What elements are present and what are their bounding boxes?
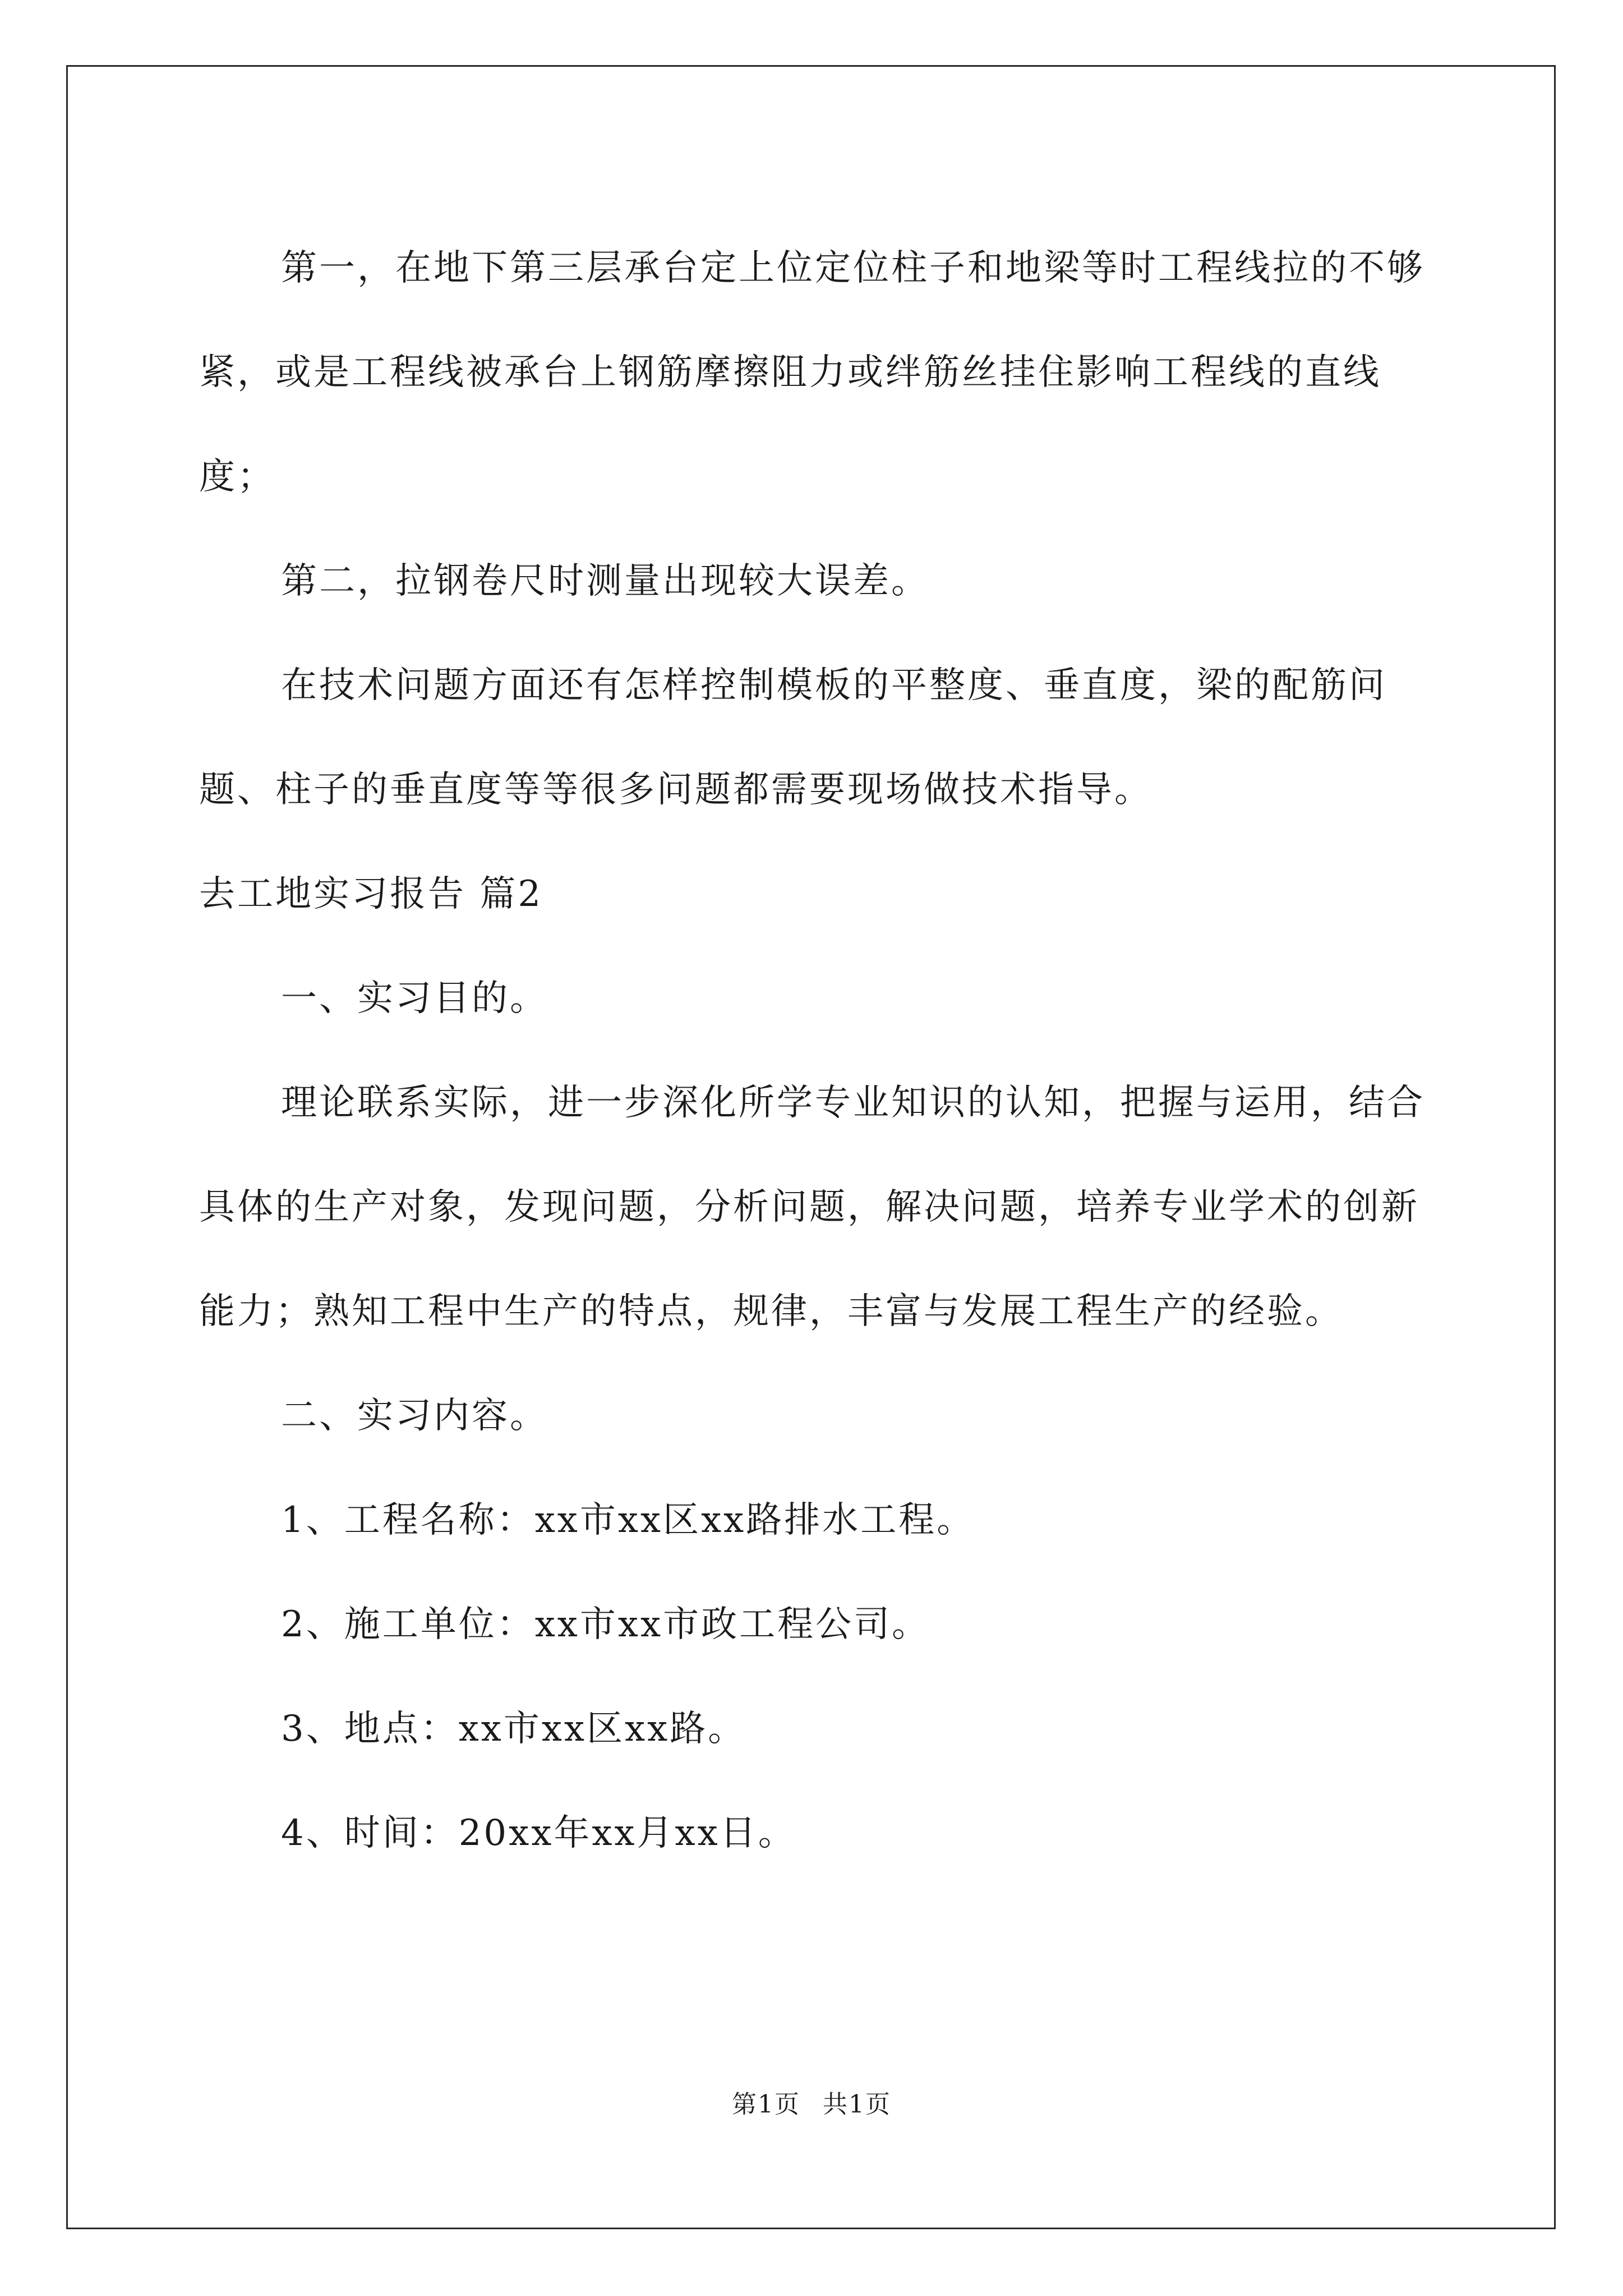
page-number: 第1页 [732, 2090, 800, 2119]
paragraph: 第二，拉钢卷尺时测量出现较大误差。 [281, 560, 929, 602]
page-footer [0, 2088, 1623, 2122]
section-heading: 去工地实习报告 篇2 [199, 873, 543, 915]
list-item: 4、时间：20xx年xx月xx日。 [281, 1812, 796, 1854]
paragraph: 在技术问题方面还有怎样控制模板的平整度、垂直度，梁的配筋问题、柱子的垂直度等等很多问题都需要现场做技术指导。 [199, 665, 1387, 811]
page-total: 共1页 [823, 2090, 891, 2119]
paragraph: 理论联系实际，进一步深化所学专业知识的认知，把握与运用，结合具体的生产对象，发现问题，分析问题，解决问题，培养专业学术的创新能力；熟知工程中生产的特点，规律，丰富与发展工程生产的经验。 [199, 1082, 1425, 1332]
paragraph: 一、实习目的。 [281, 978, 548, 1019]
list-item: 1、工程名称：xx市xx区xx路排水工程。 [281, 1499, 975, 1541]
paragraph: 二、实习内容。 [281, 1395, 548, 1437]
list-item: 3、地点：xx市xx区xx路。 [281, 1708, 746, 1750]
paragraph: 第一，在地下第三层承台定上位定位柱子和地梁等时工程线拉的不够紧，或是工程线被承台上钢筋摩擦阻力或绊筋丝挂住影响工程线的直线度； [199, 247, 1425, 498]
document-body [199, 216, 1433, 1885]
list-item: 2、施工单位：xx市xx市政工程公司。 [281, 1604, 930, 1645]
